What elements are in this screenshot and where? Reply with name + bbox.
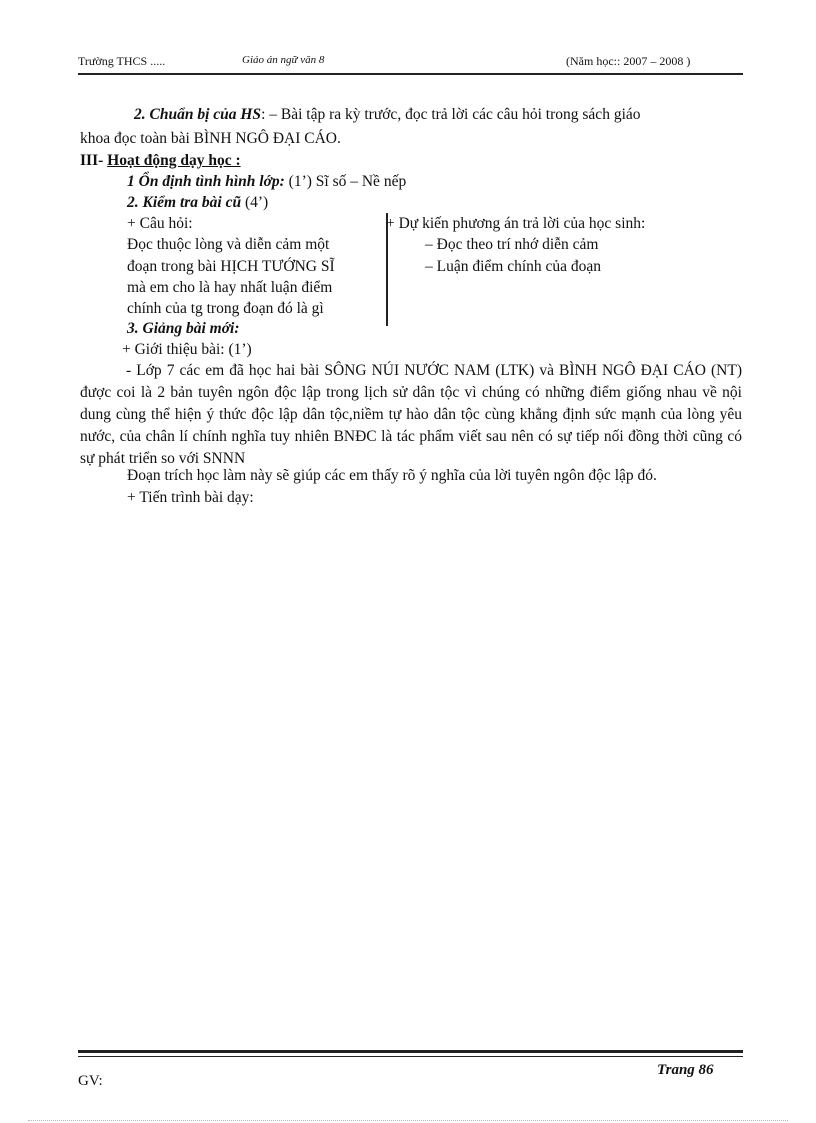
section-heading-text: Hoạt động dạy học : — [107, 152, 241, 169]
prep-line-2: khoa đọc toàn bài BÌNH NGÔ ĐẠI CÁO. — [80, 130, 341, 147]
intro-paragraph-2: Đoạn trích học làm này sẽ giúp các em thấy rõ ý nghĩa của lời tuyên ngôn độc lập đó. — [127, 467, 657, 484]
question-line: mà em cho là hay nhất luận điểm — [127, 279, 333, 296]
step-3-label — [127, 318, 240, 340]
step-3-text: 3. Giảng bài mới: — [127, 320, 240, 337]
step-2 — [127, 192, 268, 214]
header-rule — [78, 73, 743, 75]
step-1 — [127, 171, 406, 193]
prep-line-1 — [134, 104, 641, 126]
intro-label: + Giới thiệu bài: (1’) — [122, 341, 252, 358]
footer-rule-thin — [78, 1056, 743, 1057]
header-year: (Năm học:: 2007 – 2008 ) — [566, 54, 691, 68]
header-school: Trường THCS ..... — [78, 54, 166, 68]
footer-gv: GV: — [78, 1073, 103, 1089]
prep-label: 2. Chuẩn bị của HS — [134, 106, 262, 123]
process-label: + Tiến trình bài dạy: — [127, 489, 254, 506]
answer-item: – Luận điểm chính của đoạn — [425, 258, 602, 275]
question-line: chính của tg trong đoạn đó là gì — [127, 300, 324, 317]
step-1-text: (1’) Sĩ số – Nề nếp — [284, 173, 407, 190]
step-1-label: 1 Ổn định tình hình lớp: — [127, 173, 285, 190]
prep-text: : – Bài tập ra kỳ trước, đọc trả lời các câu hỏi trong sách giáo — [261, 106, 641, 123]
question-line: Đọc thuộc lòng và diễn cảm một — [127, 236, 330, 253]
answer-label: + Dự kiến phương án trả lời của học sinh: — [386, 215, 646, 232]
answer-item: – Đọc theo trí nhớ diễn cảm — [425, 236, 599, 253]
question-label: + Câu hỏi: — [127, 215, 193, 232]
step-2-label: 2. Kiểm tra bài cũ — [127, 194, 242, 211]
footer-rule-thick — [78, 1050, 743, 1053]
page-edge-dots — [28, 1120, 788, 1121]
section-heading-num: III- — [80, 152, 108, 169]
header-subject: Giáo án ngữ văn 8 — [242, 54, 325, 66]
page-number: Trang 86 — [657, 1062, 714, 1078]
step-2-text: (4’) — [241, 194, 269, 211]
question-line: đoạn trong bài HỊCH TƯỚNG SĨ — [127, 258, 335, 275]
intro-paragraph: - Lớp 7 các em đã học hai bài SÔNG NÚI NƯỚC NAM (LTK) và BÌNH NGÔ ĐẠI CÁO (NT) được coi là 2 bản tuyên ngôn độc lập trong lịch sử dân tộc vì chúng có những điểm giống nhau về nội dung cùng thể hiện ý thức độc lập dân tộc,niềm tự hào dân tộc cùng khẳng định sức mạnh của lòng yêu nước, của chân lí chính nghĩa tuy nhiên BNĐC là tác phẩm viết sau nên có sự tiếp nối đồng thời cũng có sự phát triển so với SNNN — [80, 362, 742, 467]
section-heading — [80, 150, 241, 172]
